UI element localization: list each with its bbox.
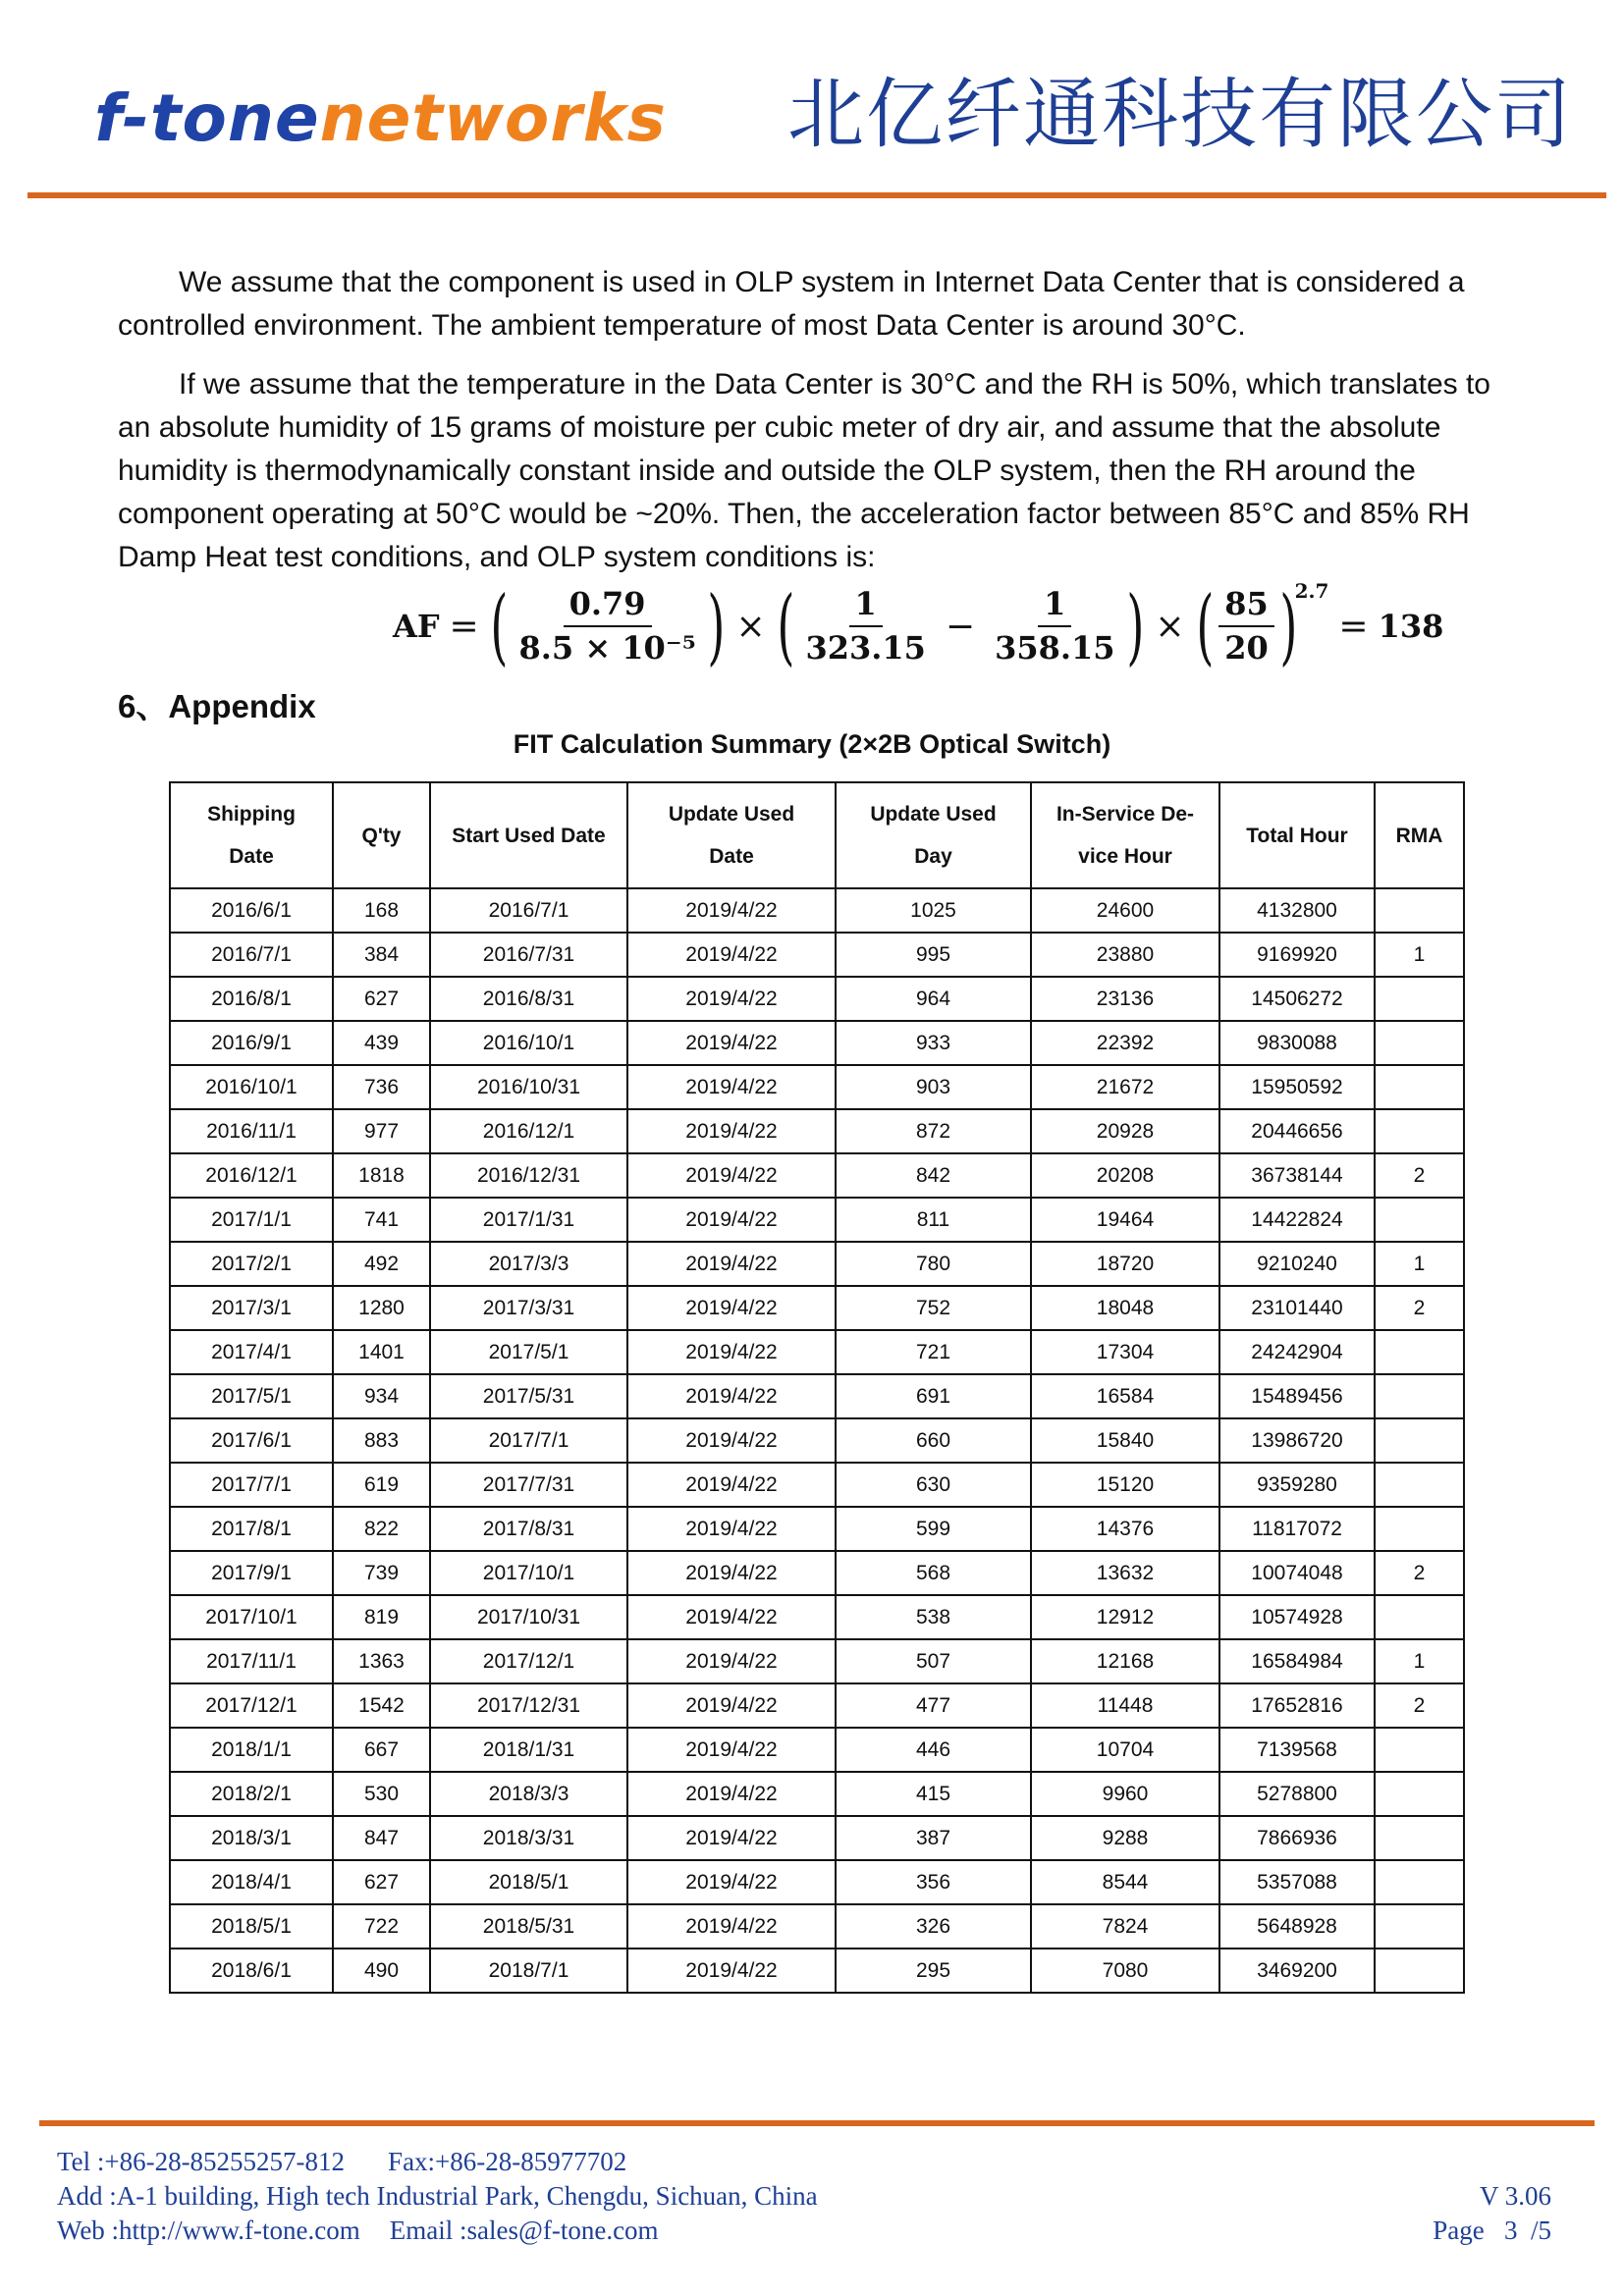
table-cell: 842 — [836, 1153, 1031, 1198]
table-cell: 2016/10/1 — [430, 1021, 627, 1065]
table-cell: 9210240 — [1219, 1242, 1375, 1286]
header-divider — [27, 192, 1606, 198]
table-cell: 9960 — [1031, 1772, 1219, 1816]
table-cell: 2016/8/31 — [430, 977, 627, 1021]
table-cell: 2019/4/22 — [627, 1463, 836, 1507]
table-row — [170, 1551, 1464, 1595]
right-paren: ) — [1279, 578, 1298, 674]
table-cell: 326 — [836, 1904, 1031, 1949]
table-row — [170, 1728, 1464, 1772]
table-cell: 2017/4/1 — [170, 1330, 333, 1374]
table-cell: 2017/6/1 — [170, 1418, 333, 1463]
logo-text-ftone: f-tone — [94, 80, 320, 156]
table-cell: 2 — [1375, 1286, 1464, 1330]
table-cell: 2017/9/1 — [170, 1551, 333, 1595]
column-header-line: Day — [914, 845, 952, 868]
table-cell: 5648928 — [1219, 1904, 1375, 1949]
table-cell: 2019/4/22 — [627, 1860, 836, 1904]
column-header-line: RMA — [1395, 824, 1443, 847]
table-cell: 2017/7/1 — [430, 1418, 627, 1463]
fraction-2-numerator: 1 — [849, 587, 883, 627]
table-cell: 2017/3/1 — [170, 1286, 333, 1330]
table-row — [170, 1463, 1464, 1507]
table-cell: 2017/10/31 — [430, 1595, 627, 1639]
table-row — [170, 1639, 1464, 1683]
column-header — [333, 782, 430, 888]
fraction-1 — [514, 584, 702, 667]
table-cell: 847 — [333, 1816, 430, 1860]
footer-line-3 — [57, 2214, 818, 2248]
table-cell: 2016/7/1 — [430, 888, 627, 933]
table-row — [170, 1153, 1464, 1198]
table-cell: 17304 — [1031, 1330, 1219, 1374]
column-header-line: Date — [229, 845, 274, 868]
table-cell: 2016/10/31 — [430, 1065, 627, 1109]
table-row — [170, 1904, 1464, 1949]
footer-line-1 — [57, 2145, 818, 2179]
fraction-3-numerator: 1 — [1038, 587, 1071, 627]
table-cell: 24600 — [1031, 888, 1219, 933]
table-cell: 3469200 — [1219, 1949, 1375, 1993]
minus-sign: − — [945, 606, 976, 647]
footer-tel: Tel :+86-28-85255257-812 — [57, 2147, 346, 2176]
table-cell: 1280 — [333, 1286, 430, 1330]
table-cell: 2016/11/1 — [170, 1109, 333, 1153]
table-cell: 627 — [333, 977, 430, 1021]
table-cell: 7080 — [1031, 1949, 1219, 1993]
table-cell: 667 — [333, 1728, 430, 1772]
company-name: 北亿纤通科技有限公司 — [786, 71, 1573, 159]
table-cell: 18048 — [1031, 1286, 1219, 1330]
table-cell: 2019/4/22 — [627, 888, 836, 933]
fraction-1-numerator: 0.79 — [564, 587, 652, 627]
column-header-line: In-Service De- — [1056, 803, 1195, 826]
table-cell: 995 — [836, 933, 1031, 977]
table-cell — [1375, 1065, 1464, 1109]
table-cell — [1375, 1507, 1464, 1551]
table-cell: 7866936 — [1219, 1816, 1375, 1860]
table-cell: 490 — [333, 1949, 430, 1993]
table-cell — [1375, 1198, 1464, 1242]
table-cell: 872 — [836, 1109, 1031, 1153]
table-cell: 1363 — [333, 1639, 430, 1683]
table-cell: 883 — [333, 1418, 430, 1463]
table-cell: 11817072 — [1219, 1507, 1375, 1551]
table-cell: 2019/4/22 — [627, 1683, 836, 1728]
table-cell: 780 — [836, 1242, 1031, 1286]
table-cell: 36738144 — [1219, 1153, 1375, 1198]
table-cell: 9830088 — [1219, 1021, 1375, 1065]
table-cell: 477 — [836, 1683, 1031, 1728]
fraction-4-numerator: 85 — [1218, 587, 1274, 627]
footer-contact — [57, 2145, 818, 2248]
table-cell: 20208 — [1031, 1153, 1219, 1198]
table-cell: 822 — [333, 1507, 430, 1551]
table-cell: 2017/3/3 — [430, 1242, 627, 1286]
table-cell: 415 — [836, 1772, 1031, 1816]
table-cell — [1375, 1463, 1464, 1507]
table-cell: 22392 — [1031, 1021, 1219, 1065]
table-cell: 2016/12/1 — [170, 1153, 333, 1198]
table-cell: 13986720 — [1219, 1418, 1375, 1463]
table-row — [170, 1198, 1464, 1242]
table-cell: 2019/4/22 — [627, 1904, 836, 1949]
table-cell: 12912 — [1031, 1595, 1219, 1639]
table-cell: 933 — [836, 1021, 1031, 1065]
table-cell: 2018/5/1 — [170, 1904, 333, 1949]
table-cell — [1375, 1418, 1464, 1463]
table-cell: 10704 — [1031, 1728, 1219, 1772]
table-cell: 2017/11/1 — [170, 1639, 333, 1683]
column-header-line: vice Hour — [1078, 845, 1172, 868]
footer-fax: Fax:+86-28-85977702 — [388, 2147, 627, 2176]
table-cell: 599 — [836, 1507, 1031, 1551]
left-paren: ( — [490, 578, 509, 674]
table-cell: 295 — [836, 1949, 1031, 1993]
table-cell: 2019/4/22 — [627, 1595, 836, 1639]
column-header — [1031, 782, 1219, 888]
fraction-2 — [799, 584, 931, 667]
footer-email-link[interactable]: Email :sales@f-tone.com — [389, 2216, 659, 2245]
table-cell: 964 — [836, 977, 1031, 1021]
column-header — [627, 782, 836, 888]
table-cell: 2019/4/22 — [627, 1949, 836, 1993]
formula-exponent: 2.7 — [1294, 579, 1329, 603]
left-paren: ( — [1195, 578, 1214, 674]
table-row — [170, 1595, 1464, 1639]
section-heading: 6、Appendix — [118, 688, 316, 724]
table-cell: 7824 — [1031, 1904, 1219, 1949]
table-cell: 2019/4/22 — [627, 1286, 836, 1330]
fraction-1-denominator: 8.5 × 10⁻⁵ — [518, 629, 696, 667]
table-cell: 2019/4/22 — [627, 977, 836, 1021]
table-cell: 23136 — [1031, 977, 1219, 1021]
table-row — [170, 1374, 1464, 1418]
table-cell: 16584 — [1031, 1374, 1219, 1418]
table-cell: 568 — [836, 1551, 1031, 1595]
table-cell: 660 — [836, 1418, 1031, 1463]
table-cell — [1375, 1109, 1464, 1153]
table-cell: 20446656 — [1219, 1109, 1375, 1153]
table-cell: 2019/4/22 — [627, 1198, 836, 1242]
table-cell: 8544 — [1031, 1860, 1219, 1904]
table-cell: 12168 — [1031, 1639, 1219, 1683]
table-cell — [1375, 977, 1464, 1021]
table-cell: 2018/2/1 — [170, 1772, 333, 1816]
column-header-line: Start Used Date — [452, 824, 606, 847]
table-row — [170, 1109, 1464, 1153]
table-cell: 739 — [333, 1551, 430, 1595]
table-cell: 168 — [333, 888, 430, 933]
table-cell: 2019/4/22 — [627, 1330, 836, 1374]
table-cell: 2016/8/1 — [170, 977, 333, 1021]
table-cell: 2017/2/1 — [170, 1242, 333, 1286]
right-paren: ) — [1125, 578, 1144, 674]
fraction-3-denominator: 358.15 — [995, 629, 1115, 667]
table-cell: 2019/4/22 — [627, 1418, 836, 1463]
table-cell: 2016/12/31 — [430, 1153, 627, 1198]
table-cell: 2 — [1375, 1683, 1464, 1728]
table-cell: 538 — [836, 1595, 1031, 1639]
table-cell: 4132800 — [1219, 888, 1375, 933]
formula-result: 138 — [1378, 608, 1444, 645]
table-cell: 7139568 — [1219, 1728, 1375, 1772]
table-cell: 2017/8/1 — [170, 1507, 333, 1551]
table-cell: 14422824 — [1219, 1198, 1375, 1242]
times-sign: × — [1155, 606, 1185, 647]
table-cell: 384 — [333, 933, 430, 977]
column-header-line: Total Hour — [1246, 824, 1348, 847]
table-cell — [1375, 1595, 1464, 1639]
table-row — [170, 1507, 1464, 1551]
table-cell: 2019/4/22 — [627, 1772, 836, 1816]
table-header-row — [170, 782, 1464, 888]
table-row — [170, 1772, 1464, 1816]
table-cell: 2016/10/1 — [170, 1065, 333, 1109]
table-row — [170, 1286, 1464, 1330]
table-cell — [1375, 1816, 1464, 1860]
table-caption: FIT Calculation Summary (2×2B Optical Switch) — [513, 729, 1111, 759]
table-cell: 2018/7/1 — [430, 1949, 627, 1993]
table-cell: 2019/4/22 — [627, 1109, 836, 1153]
times-sign: × — [735, 606, 766, 647]
table-cell: 2019/4/22 — [627, 1728, 836, 1772]
footer-address: Add :A-1 building, High tech Industrial Park, Chengdu, Sichuan, China — [57, 2181, 818, 2211]
column-header — [1219, 782, 1375, 888]
paragraph-2 — [118, 363, 1522, 579]
table-cell: 20928 — [1031, 1109, 1219, 1153]
table-cell: 2017/10/1 — [170, 1595, 333, 1639]
table-cell — [1375, 1374, 1464, 1418]
table-cell: 1025 — [836, 888, 1031, 933]
table-cell: 5357088 — [1219, 1860, 1375, 1904]
table-cell: 2 — [1375, 1153, 1464, 1198]
fit-calculation-table — [169, 781, 1465, 1994]
table-cell: 2017/12/31 — [430, 1683, 627, 1728]
table-cell: 2019/4/22 — [627, 1153, 836, 1198]
table-cell: 2019/4/22 — [627, 1374, 836, 1418]
column-header-line: Q'ty — [361, 824, 402, 847]
table-cell: 24242904 — [1219, 1330, 1375, 1374]
table-row — [170, 1021, 1464, 1065]
table-cell: 721 — [836, 1330, 1031, 1374]
table-row — [170, 1949, 1464, 1993]
fraction-4-denominator: 20 — [1224, 629, 1269, 667]
right-paren: ) — [707, 578, 726, 674]
table-cell: 2017/12/1 — [430, 1639, 627, 1683]
formula-lhs: AF — [393, 608, 440, 645]
table-cell: 11448 — [1031, 1683, 1219, 1728]
table-cell: 2018/3/1 — [170, 1816, 333, 1860]
table-cell: 977 — [333, 1109, 430, 1153]
table-cell: 492 — [333, 1242, 430, 1286]
table-cell: 2017/7/1 — [170, 1463, 333, 1507]
table-cell: 2016/7/31 — [430, 933, 627, 977]
table-cell: 21672 — [1031, 1065, 1219, 1109]
table-cell: 2018/6/1 — [170, 1949, 333, 1993]
table-cell — [1375, 1860, 1464, 1904]
footer-version: V 3.06 — [1479, 2181, 1551, 2211]
table-cell: 507 — [836, 1639, 1031, 1683]
column-header — [430, 782, 627, 888]
column-header-line: Shipping — [207, 803, 296, 826]
table-cell: 2017/5/1 — [170, 1374, 333, 1418]
table-cell: 903 — [836, 1065, 1031, 1109]
column-header-line: Update Used — [668, 803, 795, 826]
table-row — [170, 977, 1464, 1021]
footer-web-link[interactable]: Web :http://www.f-tone.com — [57, 2216, 360, 2245]
table-cell — [1375, 1728, 1464, 1772]
table-body — [170, 888, 1464, 1993]
table-row — [170, 888, 1464, 933]
table-cell: 1 — [1375, 1639, 1464, 1683]
table-cell: 630 — [836, 1463, 1031, 1507]
table-cell: 15489456 — [1219, 1374, 1375, 1418]
paragraph-1 — [118, 261, 1522, 347]
table-cell: 819 — [333, 1595, 430, 1639]
footer-page-number: Page 3 /5 — [1433, 2216, 1551, 2245]
table-cell: 627 — [333, 1860, 430, 1904]
table-row — [170, 933, 1464, 977]
footer-page-info — [1433, 2179, 1551, 2248]
table-cell: 14506272 — [1219, 977, 1375, 1021]
table-cell: 619 — [333, 1463, 430, 1507]
table-cell — [1375, 888, 1464, 933]
table-cell: 2017/5/31 — [430, 1374, 627, 1418]
column-header — [836, 782, 1031, 888]
table-cell: 14376 — [1031, 1507, 1219, 1551]
table-row — [170, 1418, 1464, 1463]
column-header-line: Date — [709, 845, 754, 868]
table-row — [170, 1330, 1464, 1374]
table-cell: 356 — [836, 1860, 1031, 1904]
table-cell: 2018/3/31 — [430, 1816, 627, 1860]
logo-text-networks: networks — [319, 80, 667, 156]
fraction-3 — [989, 584, 1120, 667]
table-cell: 1 — [1375, 1242, 1464, 1286]
table-cell: 16584984 — [1219, 1639, 1375, 1683]
company-logo — [94, 80, 667, 156]
table-cell: 9169920 — [1219, 933, 1375, 977]
table-cell: 2018/1/1 — [170, 1728, 333, 1772]
table-cell: 2016/6/1 — [170, 888, 333, 933]
table-cell: 2016/9/1 — [170, 1021, 333, 1065]
table-cell: 2019/4/22 — [627, 933, 836, 977]
table-cell: 19464 — [1031, 1198, 1219, 1242]
table-cell: 2017/8/31 — [430, 1507, 627, 1551]
table-cell: 2018/3/3 — [430, 1772, 627, 1816]
table-cell: 2017/1/1 — [170, 1198, 333, 1242]
table-cell: 15950592 — [1219, 1065, 1375, 1109]
table-cell: 1542 — [333, 1683, 430, 1728]
table-cell: 15120 — [1031, 1463, 1219, 1507]
table-cell: 2018/5/31 — [430, 1904, 627, 1949]
paragraph-1-text: We assume that the component is used in OLP system in Internet Data Center that is considered a controlled environment. The ambient temperature of most Data Center is around 30°C. — [118, 266, 1465, 342]
table-cell: 741 — [333, 1198, 430, 1242]
table-cell: 2017/10/1 — [430, 1551, 627, 1595]
table-cell: 2019/4/22 — [627, 1507, 836, 1551]
table-cell: 691 — [836, 1374, 1031, 1418]
table-cell: 2016/7/1 — [170, 933, 333, 977]
table-cell — [1375, 1949, 1464, 1993]
table-cell: 2019/4/22 — [627, 1065, 836, 1109]
footer-divider — [39, 2120, 1595, 2126]
paragraph-2-text: If we assume that the temperature in the Data Center is 30°C and the RH is 50%, which translates to an absolute humidity of 15 grams of moisture per cubic meter of dry air, and assume that the absolute humidity is thermodynamically constant inside and outside the OLP system, then the RH around the component operating at 50°C would be ~20%. Then, the acceleration factor between 85°C and 85% RH Damp Heat test conditions, and OLP system conditions is: — [118, 368, 1490, 573]
column-header — [170, 782, 333, 888]
table-cell: 1 — [1375, 933, 1464, 977]
table-cell: 18720 — [1031, 1242, 1219, 1286]
table-row — [170, 1860, 1464, 1904]
table-cell: 387 — [836, 1816, 1031, 1860]
fraction-4 — [1218, 584, 1274, 667]
left-paren: ( — [777, 578, 795, 674]
table-cell: 2019/4/22 — [627, 1551, 836, 1595]
table-cell: 1401 — [333, 1330, 430, 1374]
table-cell: 1818 — [333, 1153, 430, 1198]
table-cell: 446 — [836, 1728, 1031, 1772]
fraction-2-denominator: 323.15 — [805, 629, 926, 667]
table-cell: 722 — [333, 1904, 430, 1949]
column-header-line: Update Used — [870, 803, 997, 826]
table-cell: 23101440 — [1219, 1286, 1375, 1330]
table-cell: 2017/1/31 — [430, 1198, 627, 1242]
equals-sign: = — [1338, 606, 1369, 647]
table-row — [170, 1242, 1464, 1286]
table-cell — [1375, 1772, 1464, 1816]
table-cell: 2017/3/31 — [430, 1286, 627, 1330]
table-cell: 934 — [333, 1374, 430, 1418]
table-cell: 2019/4/22 — [627, 1242, 836, 1286]
table-cell: 2017/12/1 — [170, 1683, 333, 1728]
table-cell: 752 — [836, 1286, 1031, 1330]
table-cell — [1375, 1904, 1464, 1949]
equals-sign: = — [449, 606, 479, 647]
acceleration-factor-formula — [393, 577, 1443, 675]
table-cell: 736 — [333, 1065, 430, 1109]
table-cell: 2019/4/22 — [627, 1021, 836, 1065]
table-cell: 9288 — [1031, 1816, 1219, 1860]
table-cell: 2019/4/22 — [627, 1816, 836, 1860]
table-cell: 2018/4/1 — [170, 1860, 333, 1904]
table-row — [170, 1816, 1464, 1860]
column-header — [1375, 782, 1464, 888]
table-cell: 2019/4/22 — [627, 1639, 836, 1683]
table-cell — [1375, 1330, 1464, 1374]
table-cell: 9359280 — [1219, 1463, 1375, 1507]
table-cell: 530 — [333, 1772, 430, 1816]
table-cell — [1375, 1021, 1464, 1065]
table-cell: 17652816 — [1219, 1683, 1375, 1728]
table-cell: 2018/5/1 — [430, 1860, 627, 1904]
table-cell: 23880 — [1031, 933, 1219, 977]
table-cell: 2017/5/1 — [430, 1330, 627, 1374]
table-cell: 15840 — [1031, 1418, 1219, 1463]
table-cell: 2018/1/31 — [430, 1728, 627, 1772]
table-cell: 2017/7/31 — [430, 1463, 627, 1507]
table-cell: 5278800 — [1219, 1772, 1375, 1816]
table-cell: 10574928 — [1219, 1595, 1375, 1639]
table-row — [170, 1065, 1464, 1109]
table-cell: 2016/12/1 — [430, 1109, 627, 1153]
table-cell: 10074048 — [1219, 1551, 1375, 1595]
table-cell: 13632 — [1031, 1551, 1219, 1595]
table-row — [170, 1683, 1464, 1728]
table-cell: 811 — [836, 1198, 1031, 1242]
table-cell: 439 — [333, 1021, 430, 1065]
table-cell: 2 — [1375, 1551, 1464, 1595]
